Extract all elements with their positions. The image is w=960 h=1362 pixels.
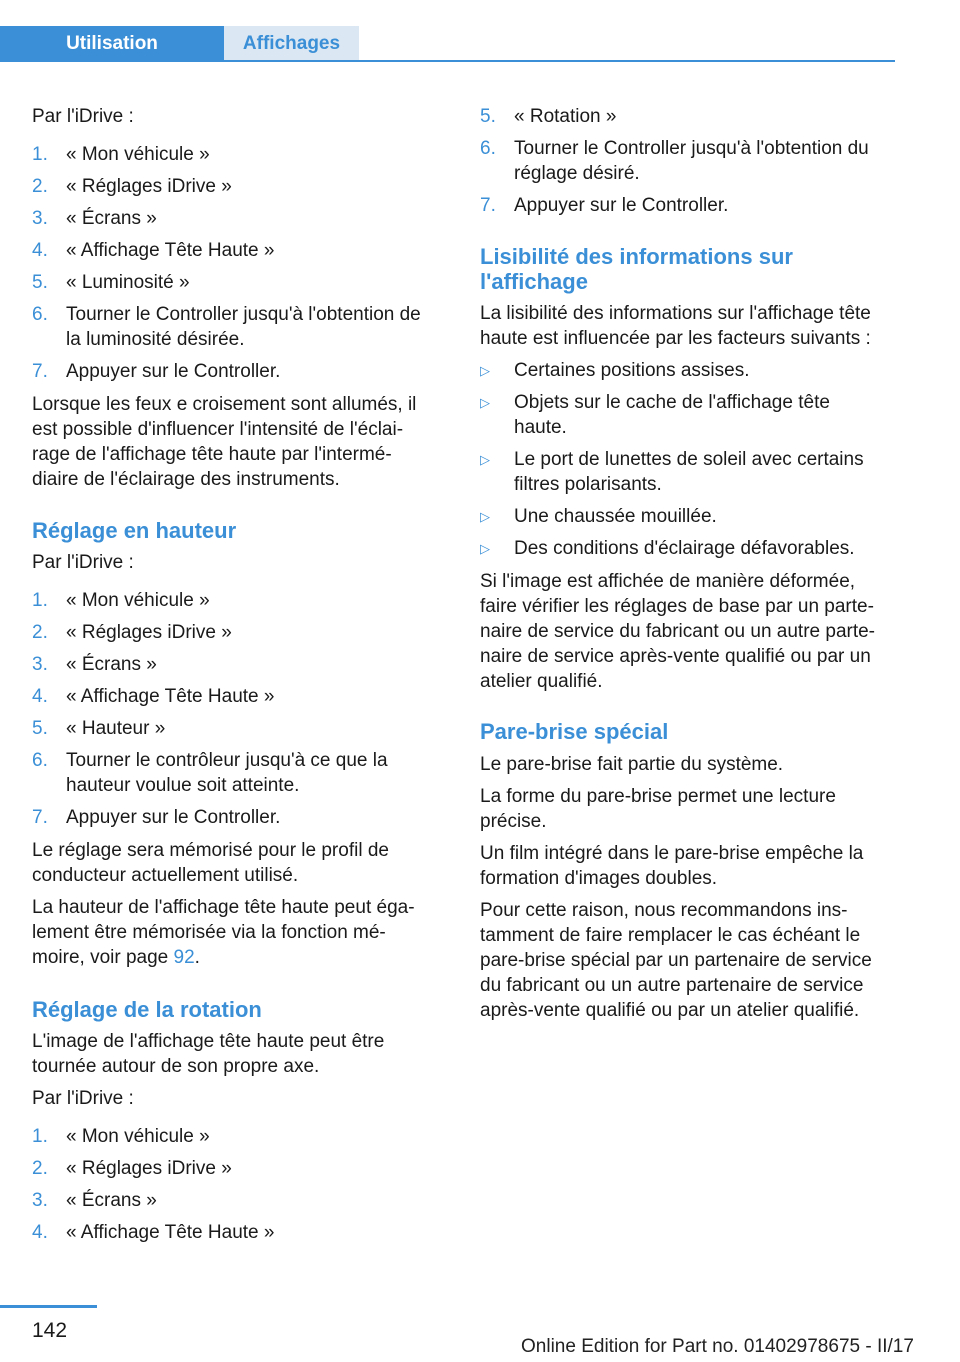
paragraph: Un film intégré dans le pare-brise empêche la xyxy=(480,843,864,864)
step-text: « Écrans » xyxy=(66,208,157,229)
step-number: 3. xyxy=(32,1190,48,1211)
paragraph: Si l'image est affichée de manière déformée, xyxy=(480,571,856,592)
bullet-text: filtres polarisants. xyxy=(514,474,662,495)
step-text: « Affichage Tête Haute » xyxy=(66,686,275,707)
paragraph: précise. xyxy=(480,811,547,832)
step-text: « Affichage Tête Haute » xyxy=(66,240,275,261)
paragraph xyxy=(32,945,200,970)
tab-affichages[interactable]: Affichages xyxy=(224,26,359,62)
step-text: « Réglages iDrive » xyxy=(66,1158,232,1179)
triangle-bullet-icon: ▷ xyxy=(480,452,490,467)
intro-text: Par l'iDrive : xyxy=(32,1088,134,1109)
paragraph: pare-brise spécial par un partenaire de service xyxy=(480,950,872,971)
step-text: « Réglages iDrive » xyxy=(66,176,232,197)
step-number: 4. xyxy=(32,1222,48,1243)
step-text: réglage désiré. xyxy=(514,163,640,184)
section-heading: l'affichage xyxy=(480,269,588,294)
bullet-text: Objets sur le cache de l'affichage tête xyxy=(514,392,830,413)
section-heading: Réglage en hauteur xyxy=(32,518,237,543)
paragraph: L'image de l'affichage tête haute peut être xyxy=(32,1031,385,1052)
paragraph: tamment de faire remplacer le cas échéant le xyxy=(480,925,861,946)
step-number: 7. xyxy=(32,361,48,382)
page-number: 142 xyxy=(32,1319,68,1342)
step-text: « Réglages iDrive » xyxy=(66,622,232,643)
intro-text: Par l'iDrive : xyxy=(32,106,134,127)
paragraph: atelier qualifié. xyxy=(480,671,603,692)
paragraph: est possible d'influencer l'intensité de l'éclai‐ xyxy=(32,419,404,440)
paragraph: La hauteur de l'affichage tête haute peut éga‐ xyxy=(32,897,415,918)
triangle-bullet-icon: ▷ xyxy=(480,541,490,556)
step-text: « Luminosité » xyxy=(66,272,190,293)
page-link[interactable]: 92 xyxy=(173,947,195,968)
triangle-bullet-icon: ▷ xyxy=(480,395,490,410)
step-number: 4. xyxy=(32,686,48,707)
triangle-bullet-icon: ▷ xyxy=(480,363,490,378)
paragraph: La lisibilité des informations sur l'affichage tête xyxy=(480,303,871,324)
tab-bar-divider xyxy=(0,60,895,62)
step-number: 4. xyxy=(32,240,48,261)
step-number: 5. xyxy=(480,106,496,127)
section-heading: Lisibilité des informations sur xyxy=(480,244,793,269)
paragraph: tournée autour de son propre axe. xyxy=(32,1056,320,1077)
paragraph: Lorsque les feux e croisement sont allumés, il xyxy=(32,394,417,415)
bullet-text: Des conditions d'éclairage défavorables. xyxy=(514,538,855,559)
section-heading: Pare-brise spécial xyxy=(480,719,669,744)
bullet-text: Le port de lunettes de soleil avec certains xyxy=(514,449,864,470)
tab-utilisation[interactable]: Utilisation xyxy=(0,26,224,62)
step-number: 6. xyxy=(32,304,48,325)
step-text: Appuyer sur le Controller. xyxy=(66,361,281,382)
paragraph: lement être mémorisée via la fonction mé‐ xyxy=(32,922,386,943)
bullet-text: Une chaussée mouillée. xyxy=(514,506,717,527)
paragraph: rage de l'affichage tête haute par l'intermé‐ xyxy=(32,444,392,465)
step-text: « Écrans » xyxy=(66,654,157,675)
step-number: 7. xyxy=(480,195,496,216)
step-number: 6. xyxy=(32,750,48,771)
step-number: 3. xyxy=(32,208,48,229)
step-number: 1. xyxy=(32,590,48,611)
paragraph: naire de service du fabricant ou un autre parte‐ xyxy=(480,621,876,642)
step-text: hauteur voulue soit atteinte. xyxy=(66,775,300,796)
step-number: 2. xyxy=(32,176,48,197)
paragraph: Le réglage sera mémorisé pour le profil de xyxy=(32,840,389,861)
step-text: « Hauteur » xyxy=(66,718,166,739)
paragraph: haute est influencée par les facteurs suivants : xyxy=(480,328,871,349)
step-number: 5. xyxy=(32,272,48,293)
triangle-bullet-icon: ▷ xyxy=(480,509,490,524)
step-number: 2. xyxy=(32,1158,48,1179)
paragraph: du fabricant ou un autre partenaire de service xyxy=(480,975,864,996)
step-text: Appuyer sur le Controller. xyxy=(514,195,729,216)
paragraph: formation d'images doubles. xyxy=(480,868,718,889)
step-text: Tourner le Controller jusqu'à l'obtention du xyxy=(514,138,869,159)
section-heading: Réglage de la rotation xyxy=(32,997,262,1022)
step-number: 5. xyxy=(32,718,48,739)
step-number: 3. xyxy=(32,654,48,675)
step-number: 1. xyxy=(32,1126,48,1147)
step-text: Appuyer sur le Controller. xyxy=(66,807,281,828)
step-number: 1. xyxy=(32,144,48,165)
paragraph: naire de service après-vente qualifié ou par un xyxy=(480,646,871,667)
step-text: la luminosité désirée. xyxy=(66,329,245,350)
edition-footer: Online Edition for Part no. 01402978675 - II/17 xyxy=(521,1336,914,1357)
step-number: 6. xyxy=(480,138,496,159)
step-text: Tourner le Controller jusqu'à l'obtention de xyxy=(66,304,421,325)
step-number: 7. xyxy=(32,807,48,828)
paragraph-text: . xyxy=(194,947,200,968)
paragraph: après-vente qualifié ou par un atelier qualifié. xyxy=(480,1000,860,1021)
paragraph-text: moire, voir page xyxy=(32,947,174,968)
paragraph: Pour cette raison, nous recommandons ins‐ xyxy=(480,900,848,921)
paragraph: conducteur actuellement utilisé. xyxy=(32,865,299,886)
paragraph: La forme du pare-brise permet une lecture xyxy=(480,786,836,807)
step-text: Tourner le contrôleur jusqu'à ce que la xyxy=(66,750,388,771)
intro-text: Par l'iDrive : xyxy=(32,552,134,573)
footer-divider xyxy=(0,1305,97,1308)
bullet-text: haute. xyxy=(514,417,567,438)
step-text: « Écrans » xyxy=(66,1190,157,1211)
paragraph: faire vérifier les réglages de base par un parte‐ xyxy=(480,596,874,617)
step-text: « Affichage Tête Haute » xyxy=(66,1222,275,1243)
bullet-text: Certaines positions assises. xyxy=(514,360,750,381)
step-text: « Rotation » xyxy=(514,106,617,127)
step-number: 2. xyxy=(32,622,48,643)
step-text: « Mon véhicule » xyxy=(66,1126,210,1147)
step-text: « Mon véhicule » xyxy=(66,590,210,611)
paragraph: diaire de l'éclairage des instruments. xyxy=(32,469,340,490)
step-text: « Mon véhicule » xyxy=(66,144,210,165)
paragraph: Le pare-brise fait partie du système. xyxy=(480,754,784,775)
